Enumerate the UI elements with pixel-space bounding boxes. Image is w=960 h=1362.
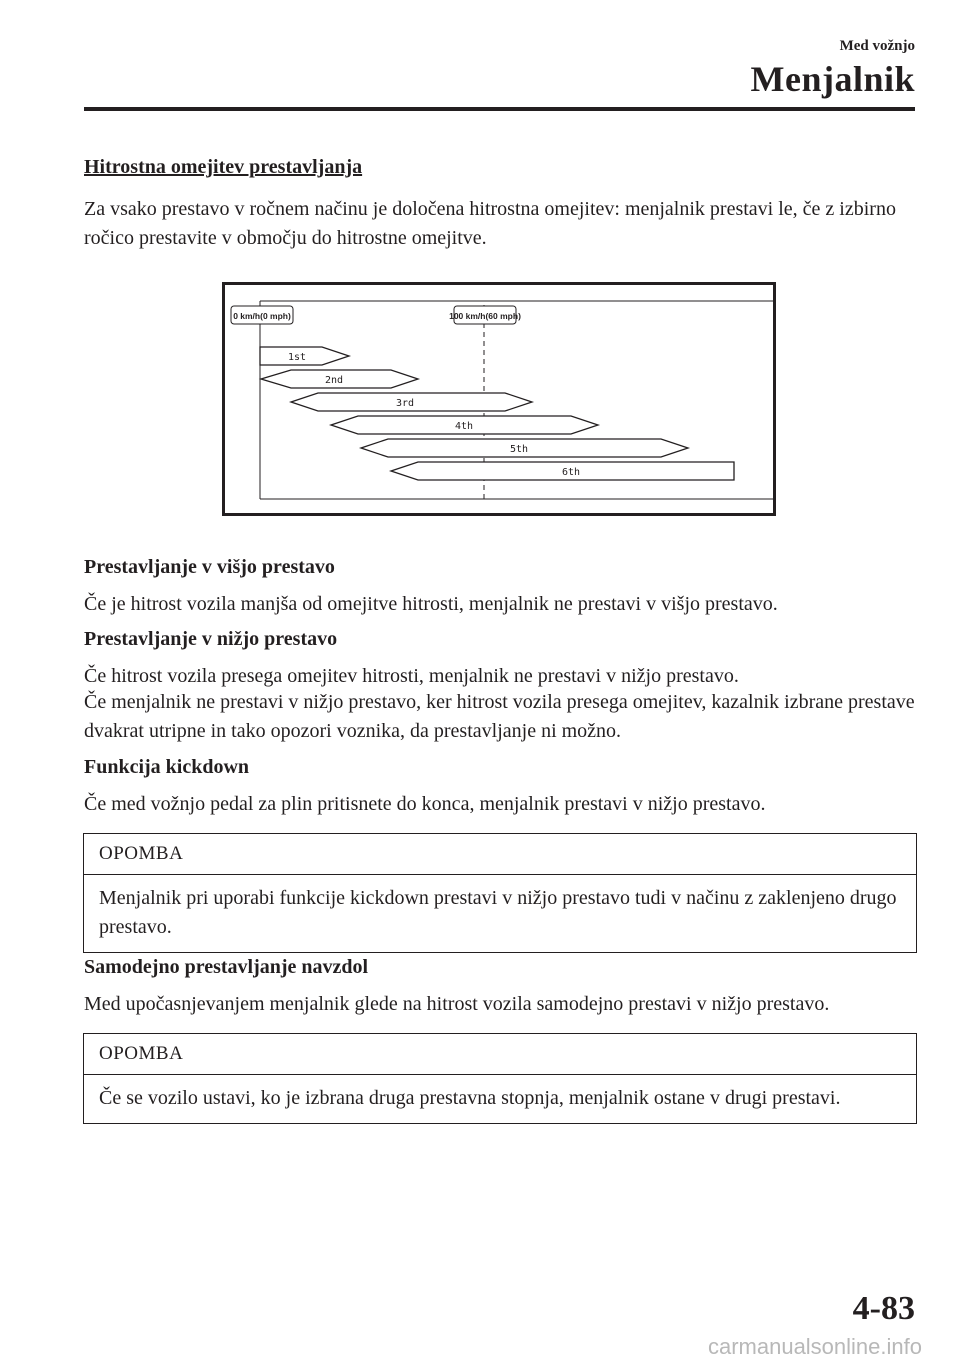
section-label: Med vožnjo	[839, 38, 915, 54]
gear-label-1st: 1st	[287, 352, 307, 363]
watermark: carmanualsonline.info	[707, 1334, 922, 1359]
auto-downshift-heading: Samodejno prestavljanje navzdol	[84, 956, 369, 978]
note-box-stop	[83, 1033, 917, 1124]
intro-paragraph: Za vsako prestavo v ročnem načinu je določena hitrostna omejitev: menjalnik prestavi le, če z izbirno ročico prestavite v območju do hitrostne omejitve.	[84, 198, 896, 249]
start-speed-label: 0 km/h(0 mph)	[233, 311, 291, 321]
upshift-heading: Prestavljanje v višjo prestavo	[84, 556, 335, 578]
gear-label-4th: 4th	[454, 421, 474, 432]
note-title: OPOMBA	[84, 1034, 916, 1075]
kickdown-heading: Funkcija kickdown	[84, 756, 250, 778]
gear-label-5th: 5th	[509, 444, 529, 455]
gear-label-6th: 6th	[561, 467, 581, 478]
downshift-text-1: Če hitrost vozila presega omejitev hitrosti, menjalnik ne prestavi v nižjo prestavo.	[84, 665, 739, 687]
downshift-text-2: Če menjalnik ne prestavi v nižjo prestavo, ker hitrost vozila presega omejitev, kazalnik izbrane prestave dvakrat utripne in tako opozori voznika, da prestavljanje ni možno.	[84, 691, 915, 742]
note-text: Če se vozilo ustavi, ko je izbrana druga prestavna stopnja, menjalnik ostane v drugi prestavi.	[99, 1087, 841, 1109]
upshift-text: Če je hitrost vozila manjša od omejitve hitrosti, menjalnik ne prestavi v višjo prestavo.	[84, 593, 778, 615]
page-title: Menjalnik	[750, 59, 915, 99]
auto-downshift-text: Med upočasnjevanjem menjalnik glede na hitrost vozila samodejno prestavi v nižjo prestavo.	[84, 993, 830, 1015]
kickdown-text: Če med vožnjo pedal za plin pritisnete do konca, menjalnik prestavi v nižjo prestavo.	[84, 793, 766, 815]
gear-label-3rd: 3rd	[395, 398, 415, 409]
note-text: Menjalnik pri uporabi funkcije kickdown prestavi v nižjo prestavo tudi v načinu z zaklenjeno drugo prestavo.	[99, 887, 897, 938]
downshift-heading: Prestavljanje v nižjo prestavo	[84, 628, 338, 650]
note-title: OPOMBA	[84, 834, 916, 875]
note-box-kickdown	[83, 833, 917, 953]
header-divider	[84, 107, 915, 111]
shift-speed-diagram	[222, 282, 776, 516]
limit-speed-label: 100 km/h(60 mph)	[449, 311, 521, 321]
page-number: 4-83	[852, 1290, 915, 1327]
gear-label-2nd: 2nd	[324, 375, 344, 386]
section-heading: Hitrostna omejitev prestavljanja	[84, 156, 363, 178]
